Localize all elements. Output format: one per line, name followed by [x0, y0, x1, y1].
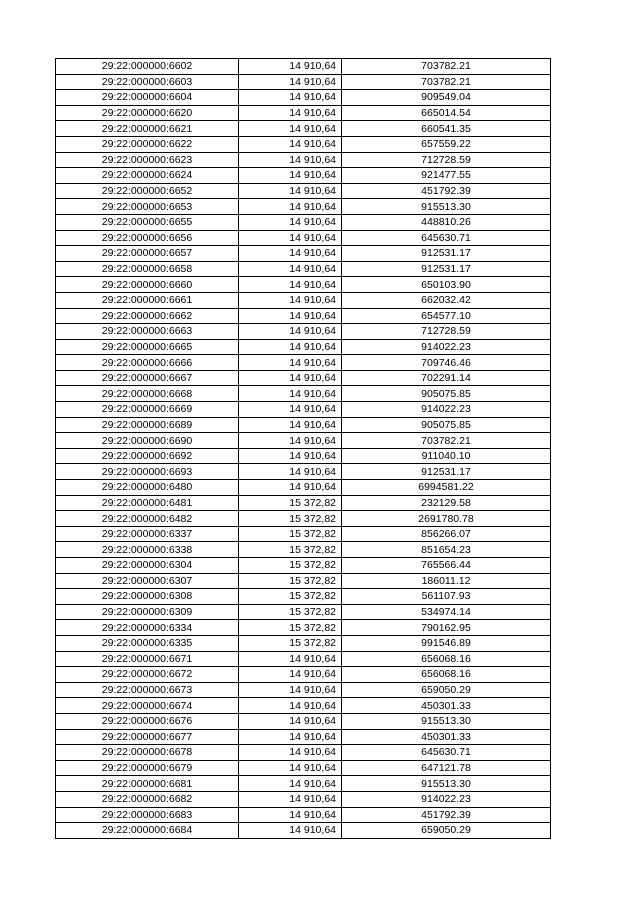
- table-row: [56, 807, 551, 823]
- cadastral-value-cell: 912531.17: [342, 261, 551, 277]
- cadastral-number-cell: 29:22:000000:6304: [56, 558, 239, 574]
- rate-cell: 14 910,64: [239, 152, 342, 168]
- cadastral-number-cell: 29:22:000000:6335: [56, 635, 239, 651]
- table-row: [56, 667, 551, 683]
- rate-cell: 15 372,82: [239, 635, 342, 651]
- cadastral-value-cell: 656068.16: [342, 651, 551, 667]
- cadastral-value-cell: 914022.23: [342, 402, 551, 418]
- cadastral-value-cell: 703782.21: [342, 74, 551, 90]
- cadastral-value-cell: 905075.85: [342, 386, 551, 402]
- rate-cell: 14 910,64: [239, 136, 342, 152]
- cadastral-value-cell: 448810.26: [342, 214, 551, 230]
- cadastral-value-cell: 914022.23: [342, 339, 551, 355]
- cadastral-value-cell: 915513.30: [342, 776, 551, 792]
- rate-cell: 14 910,64: [239, 651, 342, 667]
- cadastral-value-cell: 912531.17: [342, 246, 551, 262]
- cadastral-number-cell: 29:22:000000:6681: [56, 776, 239, 792]
- cadastral-value-cell: 914022.23: [342, 791, 551, 807]
- cadastral-value-table: [55, 58, 551, 839]
- rate-cell: 14 910,64: [239, 59, 342, 75]
- cadastral-number-cell: 29:22:000000:6624: [56, 168, 239, 184]
- cadastral-value-cell: 662032.42: [342, 292, 551, 308]
- cadastral-value-cell: 765566.44: [342, 558, 551, 574]
- rate-cell: 15 372,82: [239, 604, 342, 620]
- rate-cell: 15 372,82: [239, 511, 342, 527]
- table-row: [56, 105, 551, 121]
- rate-cell: 14 910,64: [239, 745, 342, 761]
- rate-cell: 14 910,64: [239, 90, 342, 106]
- table-row: [56, 464, 551, 480]
- table-row: [56, 448, 551, 464]
- cadastral-number-cell: 29:22:000000:6679: [56, 760, 239, 776]
- table-row: [56, 168, 551, 184]
- rate-cell: 15 372,82: [239, 542, 342, 558]
- table-row: [56, 558, 551, 574]
- cadastral-number-cell: 29:22:000000:6666: [56, 355, 239, 371]
- table-row: [56, 90, 551, 106]
- cadastral-value-cell: 451792.39: [342, 807, 551, 823]
- cadastral-value-cell: 660541.35: [342, 121, 551, 137]
- cadastral-value-cell: 909549.04: [342, 90, 551, 106]
- rate-cell: 14 910,64: [239, 760, 342, 776]
- rate-cell: 14 910,64: [239, 433, 342, 449]
- rate-cell: 14 910,64: [239, 355, 342, 371]
- cadastral-number-cell: 29:22:000000:6684: [56, 823, 239, 839]
- rate-cell: 14 910,64: [239, 480, 342, 496]
- table-row: [56, 308, 551, 324]
- cadastral-value-cell: 534974.14: [342, 604, 551, 620]
- cadastral-number-cell: 29:22:000000:6308: [56, 589, 239, 605]
- cadastral-value-cell: 654577.10: [342, 308, 551, 324]
- cadastral-value-cell: 6994581.22: [342, 480, 551, 496]
- table-row: [56, 713, 551, 729]
- cadastral-value-cell: 232129.58: [342, 495, 551, 511]
- rate-cell: 14 910,64: [239, 324, 342, 340]
- cadastral-value-cell: 451792.39: [342, 183, 551, 199]
- table-row: [56, 402, 551, 418]
- cadastral-value-cell: 657559.22: [342, 136, 551, 152]
- cadastral-number-cell: 29:22:000000:6673: [56, 682, 239, 698]
- cadastral-value-cell: 645630.71: [342, 230, 551, 246]
- cadastral-number-cell: 29:22:000000:6622: [56, 136, 239, 152]
- cadastral-value-cell: 659050.29: [342, 682, 551, 698]
- rate-cell: 14 910,64: [239, 698, 342, 714]
- cadastral-number-cell: 29:22:000000:6692: [56, 448, 239, 464]
- cadastral-value-cell: 186011.12: [342, 573, 551, 589]
- cadastral-number-cell: 29:22:000000:6481: [56, 495, 239, 511]
- cadastral-number-cell: 29:22:000000:6653: [56, 199, 239, 215]
- rate-cell: 15 372,82: [239, 620, 342, 636]
- cadastral-number-cell: 29:22:000000:6672: [56, 667, 239, 683]
- cadastral-number-cell: 29:22:000000:6337: [56, 526, 239, 542]
- rate-cell: 14 910,64: [239, 308, 342, 324]
- cadastral-number-cell: 29:22:000000:6480: [56, 480, 239, 496]
- table-row: [56, 480, 551, 496]
- cadastral-number-cell: 29:22:000000:6669: [56, 402, 239, 418]
- rate-cell: 15 372,82: [239, 589, 342, 605]
- rate-cell: 14 910,64: [239, 417, 342, 433]
- table-row: [56, 698, 551, 714]
- cadastral-number-cell: 29:22:000000:6603: [56, 74, 239, 90]
- cadastral-number-cell: 29:22:000000:6621: [56, 121, 239, 137]
- table-row: [56, 776, 551, 792]
- table-row: [56, 495, 551, 511]
- cadastral-value-cell: 712728.59: [342, 152, 551, 168]
- table-row: [56, 823, 551, 839]
- table-row: [56, 651, 551, 667]
- cadastral-value-cell: 921477.55: [342, 168, 551, 184]
- cadastral-number-cell: 29:22:000000:6677: [56, 729, 239, 745]
- table-body: [56, 59, 551, 839]
- table-row: [56, 121, 551, 137]
- cadastral-value-cell: 450301.33: [342, 729, 551, 745]
- cadastral-number-cell: 29:22:000000:6667: [56, 370, 239, 386]
- cadastral-number-cell: 29:22:000000:6482: [56, 511, 239, 527]
- table-row: [56, 417, 551, 433]
- cadastral-value-cell: 703782.21: [342, 59, 551, 75]
- cadastral-number-cell: 29:22:000000:6656: [56, 230, 239, 246]
- rate-cell: 14 910,64: [239, 230, 342, 246]
- cadastral-value-cell: 915513.30: [342, 199, 551, 215]
- table-row: [56, 246, 551, 262]
- table-row: [56, 324, 551, 340]
- table-row: [56, 152, 551, 168]
- rate-cell: 14 910,64: [239, 277, 342, 293]
- cadastral-number-cell: 29:22:000000:6676: [56, 713, 239, 729]
- rate-cell: 14 910,64: [239, 121, 342, 137]
- table-row: [56, 199, 551, 215]
- cadastral-number-cell: 29:22:000000:6693: [56, 464, 239, 480]
- cadastral-value-cell: 915513.30: [342, 713, 551, 729]
- rate-cell: 14 910,64: [239, 246, 342, 262]
- cadastral-number-cell: 29:22:000000:6661: [56, 292, 239, 308]
- cadastral-value-cell: 561107.93: [342, 589, 551, 605]
- cadastral-value-cell: 912531.17: [342, 464, 551, 480]
- rate-cell: 14 910,64: [239, 168, 342, 184]
- table-row: [56, 760, 551, 776]
- cadastral-value-cell: 851654.23: [342, 542, 551, 558]
- rate-cell: 15 372,82: [239, 558, 342, 574]
- cadastral-number-cell: 29:22:000000:6652: [56, 183, 239, 199]
- cadastral-number-cell: 29:22:000000:6655: [56, 214, 239, 230]
- cadastral-number-cell: 29:22:000000:6689: [56, 417, 239, 433]
- rate-cell: 14 910,64: [239, 823, 342, 839]
- cadastral-number-cell: 29:22:000000:6678: [56, 745, 239, 761]
- cadastral-number-cell: 29:22:000000:6671: [56, 651, 239, 667]
- cadastral-number-cell: 29:22:000000:6620: [56, 105, 239, 121]
- cadastral-value-cell: 656068.16: [342, 667, 551, 683]
- cadastral-number-cell: 29:22:000000:6604: [56, 90, 239, 106]
- cadastral-value-cell: 703782.21: [342, 433, 551, 449]
- rate-cell: 14 910,64: [239, 464, 342, 480]
- cadastral-number-cell: 29:22:000000:6668: [56, 386, 239, 402]
- cadastral-number-cell: 29:22:000000:6338: [56, 542, 239, 558]
- table-row: [56, 682, 551, 698]
- cadastral-value-cell: 2691780.78: [342, 511, 551, 527]
- rate-cell: 14 910,64: [239, 105, 342, 121]
- cadastral-number-cell: 29:22:000000:6662: [56, 308, 239, 324]
- cadastral-number-cell: 29:22:000000:6657: [56, 246, 239, 262]
- cadastral-value-cell: 702291.14: [342, 370, 551, 386]
- cadastral-value-cell: 450301.33: [342, 698, 551, 714]
- rate-cell: 15 372,82: [239, 526, 342, 542]
- rate-cell: 14 910,64: [239, 776, 342, 792]
- rate-cell: 14 910,64: [239, 729, 342, 745]
- table-row: [56, 386, 551, 402]
- rate-cell: 14 910,64: [239, 713, 342, 729]
- table-row: [56, 59, 551, 75]
- cadastral-number-cell: 29:22:000000:6690: [56, 433, 239, 449]
- table-row: [56, 339, 551, 355]
- cadastral-number-cell: 29:22:000000:6682: [56, 791, 239, 807]
- rate-cell: 15 372,82: [239, 495, 342, 511]
- cadastral-number-cell: 29:22:000000:6660: [56, 277, 239, 293]
- rate-cell: 14 910,64: [239, 74, 342, 90]
- cadastral-number-cell: 29:22:000000:6602: [56, 59, 239, 75]
- rate-cell: 14 910,64: [239, 261, 342, 277]
- rate-cell: 14 910,64: [239, 402, 342, 418]
- table-row: [56, 604, 551, 620]
- rate-cell: 14 910,64: [239, 292, 342, 308]
- cadastral-number-cell: 29:22:000000:6663: [56, 324, 239, 340]
- table-row: [56, 183, 551, 199]
- cadastral-number-cell: 29:22:000000:6309: [56, 604, 239, 620]
- rate-cell: 14 910,64: [239, 183, 342, 199]
- rate-cell: 14 910,64: [239, 214, 342, 230]
- cadastral-number-cell: 29:22:000000:6658: [56, 261, 239, 277]
- table-row: [56, 589, 551, 605]
- cadastral-number-cell: 29:22:000000:6683: [56, 807, 239, 823]
- table-row: [56, 433, 551, 449]
- rate-cell: 14 910,64: [239, 386, 342, 402]
- cadastral-number-cell: 29:22:000000:6307: [56, 573, 239, 589]
- rate-cell: 14 910,64: [239, 448, 342, 464]
- cadastral-value-cell: 856266.07: [342, 526, 551, 542]
- rate-cell: 14 910,64: [239, 791, 342, 807]
- table-row: [56, 292, 551, 308]
- cadastral-number-cell: 29:22:000000:6623: [56, 152, 239, 168]
- table-row: [56, 729, 551, 745]
- table-row: [56, 573, 551, 589]
- rate-cell: 15 372,82: [239, 573, 342, 589]
- table-row: [56, 277, 551, 293]
- table-row: [56, 635, 551, 651]
- table-row: [56, 136, 551, 152]
- table-row: [56, 511, 551, 527]
- table-row: [56, 526, 551, 542]
- cadastral-value-cell: 659050.29: [342, 823, 551, 839]
- table-row: [56, 261, 551, 277]
- cadastral-number-cell: 29:22:000000:6665: [56, 339, 239, 355]
- cadastral-value-cell: 650103.90: [342, 277, 551, 293]
- rate-cell: 14 910,64: [239, 682, 342, 698]
- cadastral-value-cell: 991546.89: [342, 635, 551, 651]
- cadastral-value-cell: 905075.85: [342, 417, 551, 433]
- rate-cell: 14 910,64: [239, 807, 342, 823]
- table-row: [56, 214, 551, 230]
- table-row: [56, 745, 551, 761]
- cadastral-value-cell: 645630.71: [342, 745, 551, 761]
- table-row: [56, 370, 551, 386]
- cadastral-value-cell: 647121.78: [342, 760, 551, 776]
- cadastral-number-cell: 29:22:000000:6674: [56, 698, 239, 714]
- rate-cell: 14 910,64: [239, 199, 342, 215]
- cadastral-value-cell: 911040.10: [342, 448, 551, 464]
- table-row: [56, 355, 551, 371]
- cadastral-value-cell: 709746.46: [342, 355, 551, 371]
- table-row: [56, 542, 551, 558]
- rate-cell: 14 910,64: [239, 667, 342, 683]
- cadastral-value-cell: 665014.54: [342, 105, 551, 121]
- rate-cell: 14 910,64: [239, 370, 342, 386]
- rate-cell: 14 910,64: [239, 339, 342, 355]
- table-row: [56, 230, 551, 246]
- cadastral-value-cell: 712728.59: [342, 324, 551, 340]
- cadastral-number-cell: 29:22:000000:6334: [56, 620, 239, 636]
- cadastral-value-cell: 790162.95: [342, 620, 551, 636]
- table-row: [56, 74, 551, 90]
- table-row: [56, 791, 551, 807]
- table-row: [56, 620, 551, 636]
